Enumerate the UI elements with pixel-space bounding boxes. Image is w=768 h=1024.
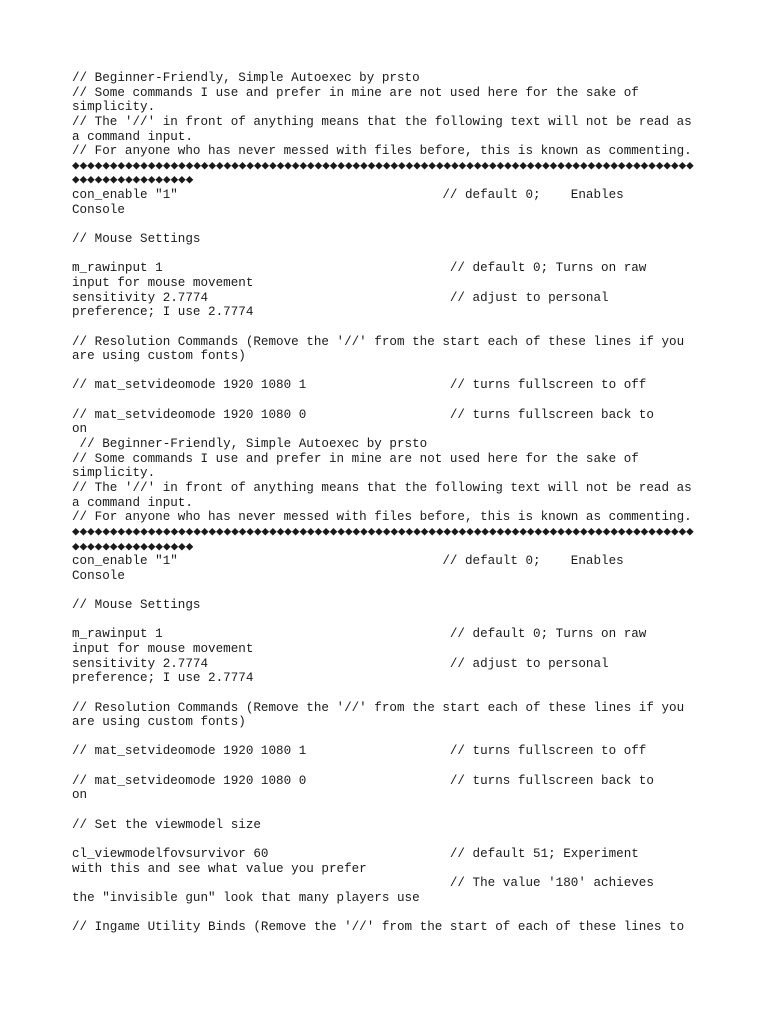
text-line: // mat_setvideomode 1920 1080 1 // turns fullscreen to off (72, 744, 647, 759)
text-line: // Ingame Utility Binds (Remove the '//' from the start of each of these lines to (72, 920, 685, 935)
text-line (72, 759, 712, 774)
text-line: on (72, 422, 88, 437)
text-line: a command input. (72, 129, 193, 144)
text-line: // Mouse Settings (72, 598, 201, 613)
autoexec-text (72, 71, 712, 935)
text-line (72, 803, 712, 818)
text-line: the "invisible gun" look that many players use (72, 890, 420, 905)
text-line: con_enable "1" // default 0; Enables (72, 188, 624, 203)
text-line: simplicity. (72, 100, 156, 115)
text-line (72, 364, 712, 379)
text-line: m_rawinput 1 // default 0; Turns on raw (72, 261, 647, 276)
text-line: // mat_setvideomode 1920 1080 1 // turns fullscreen to off (72, 378, 647, 393)
text-line: cl_viewmodelfovsurvivor 60 // default 51; Experiment (72, 846, 639, 861)
text-line: on (72, 788, 88, 803)
text-line: // The value '180' achieves (72, 876, 654, 891)
text-line: // mat_setvideomode 1920 1080 0 // turns fullscreen back to (72, 407, 654, 422)
text-line: ◆◆◆◆◆◆◆◆◆◆◆◆◆◆◆◆◆◆◆◆◆◆◆◆◆◆◆◆◆◆◆◆◆◆◆◆◆◆◆◆◆◆◆◆◆◆◆◆◆◆◆◆◆◆◆◆◆◆◆◆◆◆◆◆◆◆◆◆◆◆◆◆◆◆◆◆◆◆◆◆◆◆ (72, 158, 694, 173)
text-line: // Beginner-Friendly, Simple Autoexec by prsto (72, 437, 428, 452)
text-line (72, 613, 712, 628)
text-line: m_rawinput 1 // default 0; Turns on raw (72, 627, 647, 642)
text-line: // Beginner-Friendly, Simple Autoexec by prsto (72, 71, 420, 85)
text-line (72, 686, 712, 701)
text-line: Console (72, 568, 125, 583)
text-line (72, 320, 712, 335)
text-line (72, 906, 712, 921)
text-line: sensitivity 2.7774 // adjust to personal (72, 656, 609, 671)
text-line: simplicity. (72, 466, 156, 481)
text-line: ◆◆◆◆◆◆◆◆◆◆◆◆◆◆◆◆ (72, 539, 194, 554)
text-line (72, 583, 712, 598)
text-line: a command input. (72, 495, 193, 510)
text-line: // The '//' in front of anything means that the following text will not be read as (72, 480, 692, 495)
text-line: // Set the viewmodel size (72, 817, 261, 832)
text-line (72, 832, 712, 847)
text-line: // Resolution Commands (Remove the '//' from the start each of these lines if you (72, 334, 685, 349)
text-line: // For anyone who has never messed with files before, this is known as commenting. (72, 510, 692, 525)
text-line: con_enable "1" // default 0; Enables (72, 554, 624, 569)
text-line (72, 730, 712, 745)
text-line: are using custom fonts) (72, 715, 246, 730)
text-line: preference; I use 2.7774 (72, 671, 254, 686)
text-line: ◆◆◆◆◆◆◆◆◆◆◆◆◆◆◆◆ (72, 173, 194, 188)
text-line: with this and see what value you prefer (72, 861, 367, 876)
text-line: preference; I use 2.7774 (72, 305, 254, 320)
text-line: // For anyone who has never messed with files before, this is known as commenting. (72, 144, 692, 159)
text-line: // Mouse Settings (72, 232, 201, 247)
text-line: are using custom fonts) (72, 349, 246, 364)
text-line: sensitivity 2.7774 // adjust to personal (72, 290, 609, 305)
text-line: // Some commands I use and prefer in mine are not used here for the sake of (72, 451, 639, 466)
text-line (72, 217, 712, 232)
text-line: input for mouse movement (72, 275, 254, 290)
text-line (72, 393, 712, 408)
text-line: // Some commands I use and prefer in mine are not used here for the sake of (72, 85, 639, 100)
text-line: // Resolution Commands (Remove the '//' from the start each of these lines if you (72, 700, 685, 715)
text-line: // mat_setvideomode 1920 1080 0 // turns fullscreen back to (72, 773, 654, 788)
text-line: input for mouse movement (72, 641, 254, 656)
text-line: ◆◆◆◆◆◆◆◆◆◆◆◆◆◆◆◆◆◆◆◆◆◆◆◆◆◆◆◆◆◆◆◆◆◆◆◆◆◆◆◆◆◆◆◆◆◆◆◆◆◆◆◆◆◆◆◆◆◆◆◆◆◆◆◆◆◆◆◆◆◆◆◆◆◆◆◆◆◆◆◆◆◆ (72, 524, 694, 539)
text-line: Console (72, 202, 125, 217)
text-line: // The '//' in front of anything means that the following text will not be read as (72, 114, 692, 129)
text-line (72, 247, 712, 262)
